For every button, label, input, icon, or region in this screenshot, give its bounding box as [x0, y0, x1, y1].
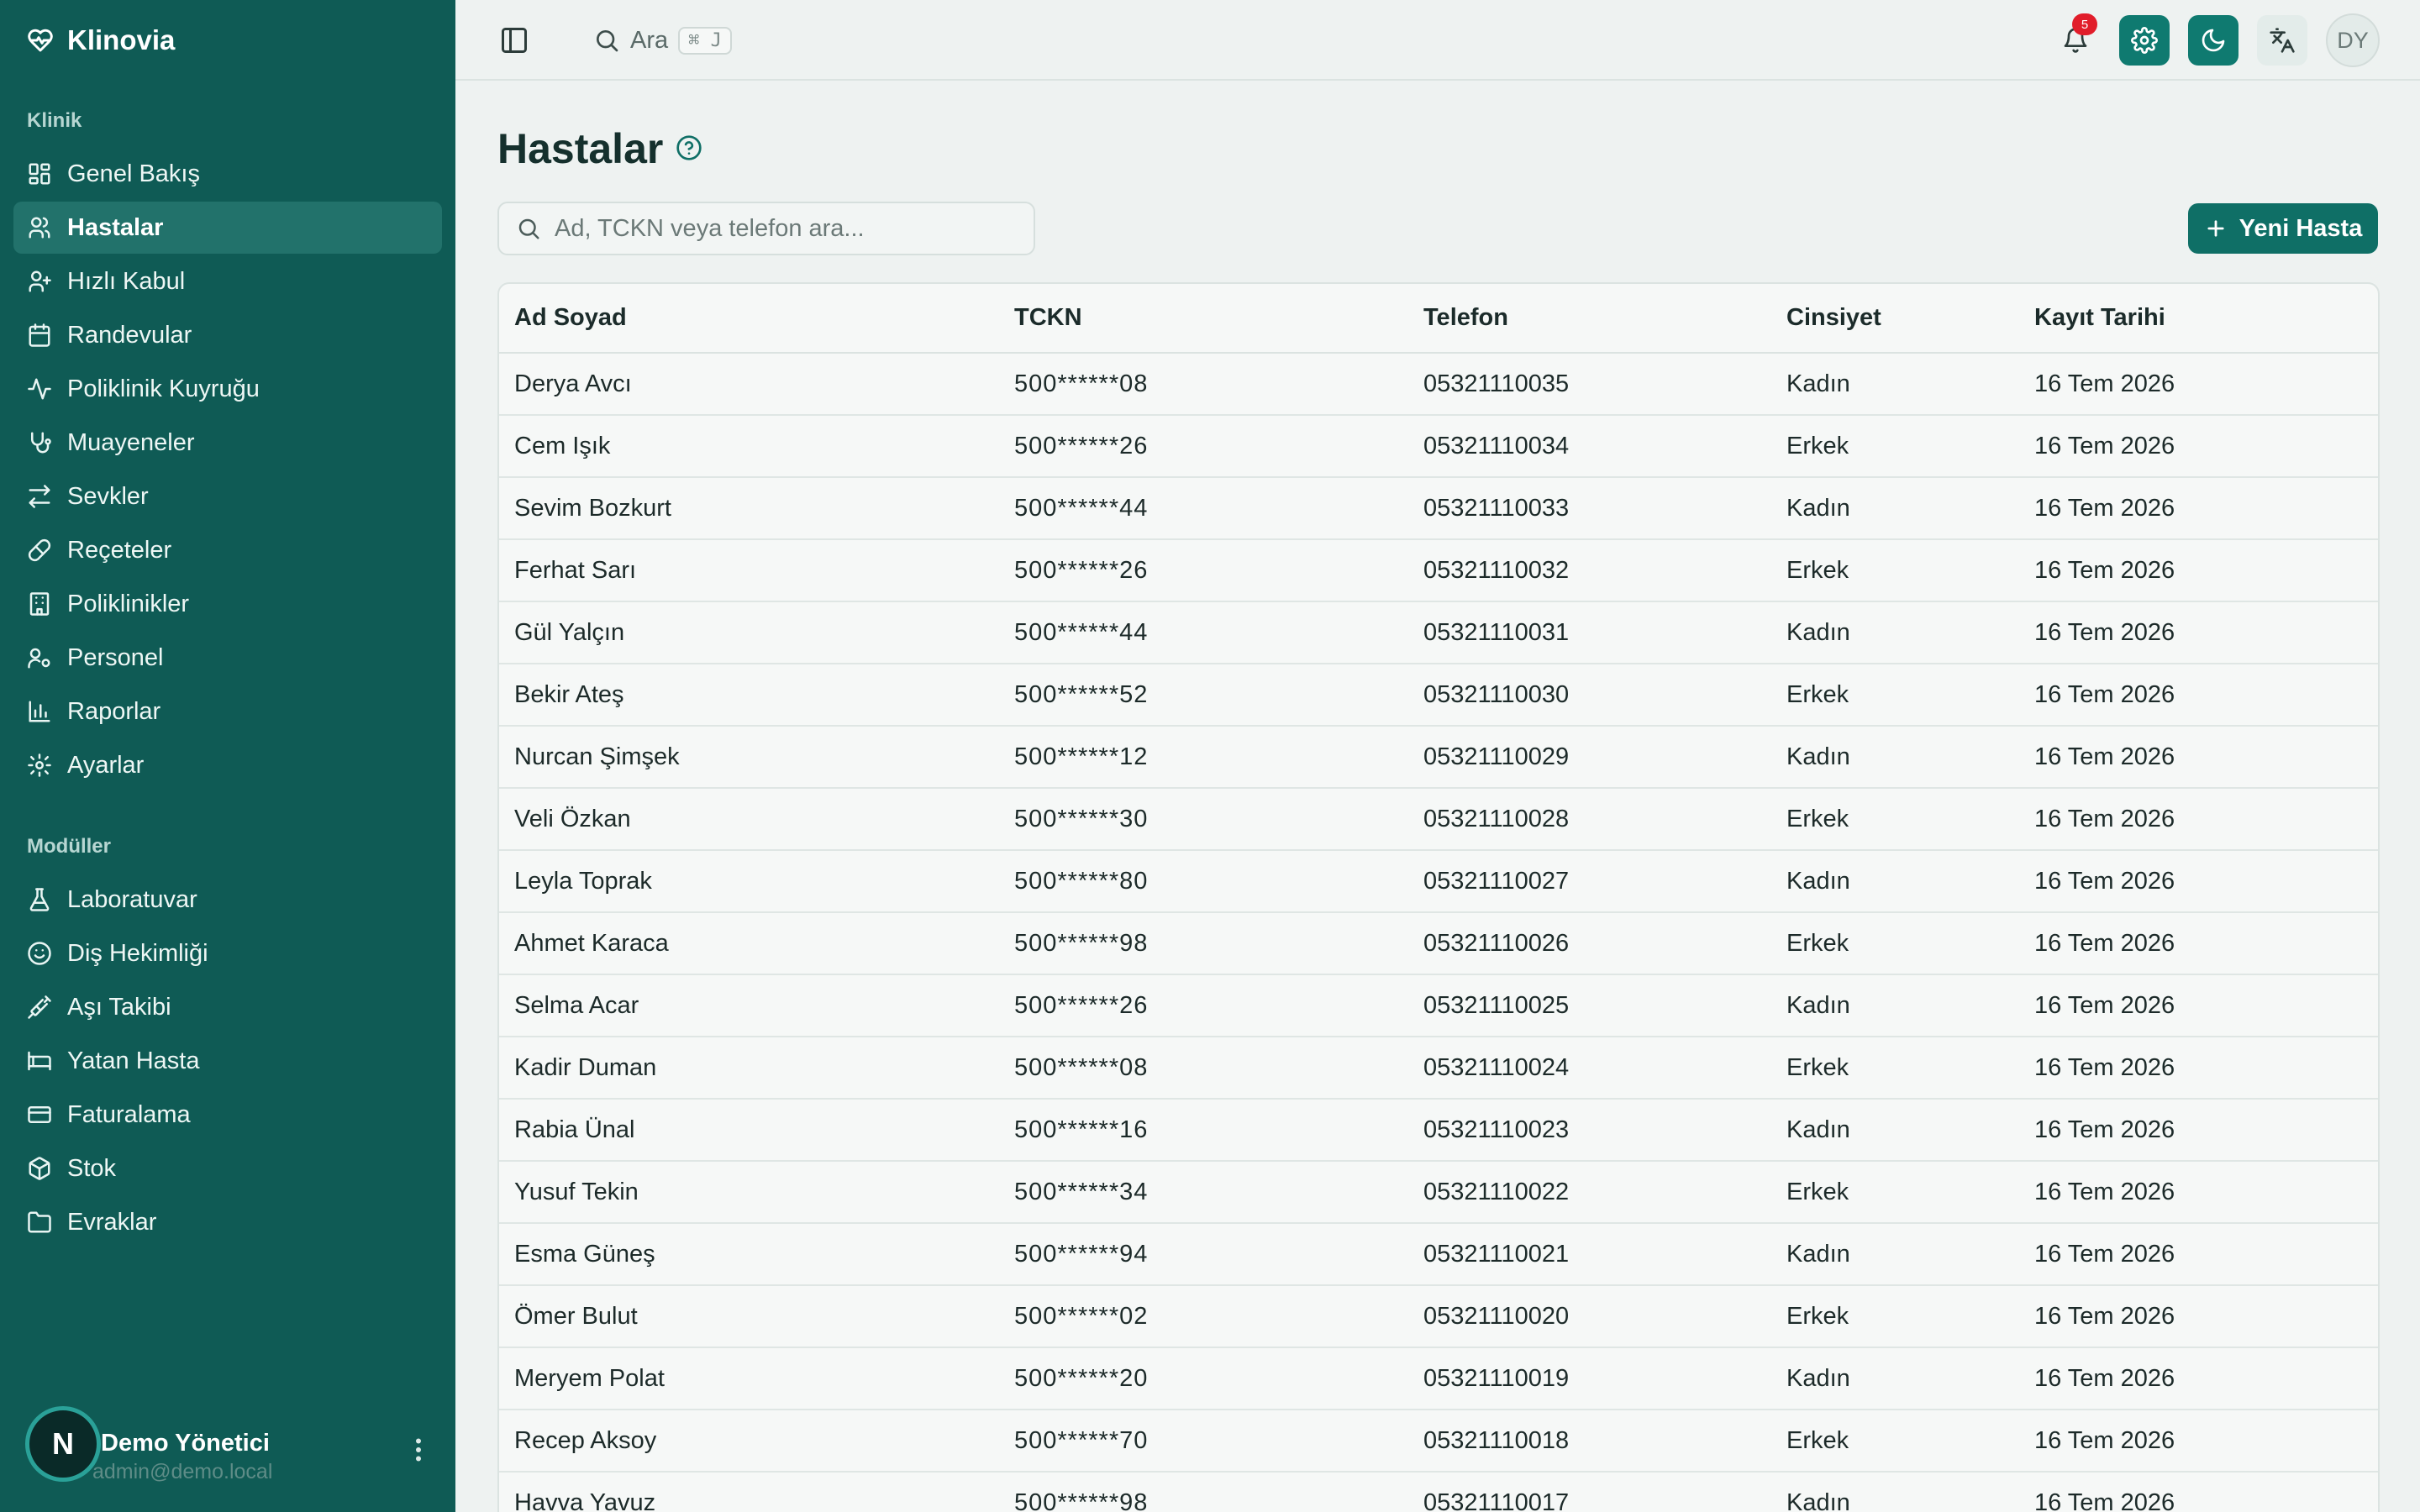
heart-pulse-icon — [27, 27, 54, 54]
sidebar-item-label: Sevkler — [67, 482, 149, 510]
cell-date: 16 Tem 2026 — [2019, 1285, 2378, 1347]
gear-icon — [27, 753, 52, 778]
cell-tckn: 500******08 — [999, 1037, 1408, 1099]
pill-icon — [27, 538, 52, 563]
sidebar-item-label: Muayeneler — [67, 428, 195, 456]
transfer-icon — [27, 484, 52, 509]
cell-phone: 05321110024 — [1408, 1037, 1771, 1099]
sidebar-item-label: Hızlı Kabul — [67, 267, 186, 295]
cell-phone: 05321110017 — [1408, 1472, 1771, 1512]
cell-tckn: 500******94 — [999, 1223, 1408, 1285]
sidebar — [0, 0, 455, 1512]
column-header-phone[interactable]: Telefon — [1408, 284, 1771, 353]
more-vertical-icon[interactable] — [403, 1435, 434, 1465]
cell-phone: 05321110019 — [1408, 1347, 1771, 1410]
cell-date: 16 Tem 2026 — [2019, 850, 2378, 912]
cell-name: Gül Yalçın — [499, 601, 999, 664]
cell-gender: Erkek — [1771, 1037, 2019, 1099]
cell-date: 16 Tem 2026 — [2019, 1037, 2378, 1099]
staff-icon — [27, 645, 52, 670]
cell-gender: Kadın — [1771, 850, 2019, 912]
cell-phone: 05321110035 — [1408, 353, 1771, 415]
user-name: Demo Yönetici — [101, 1430, 270, 1457]
sidebar-item-poliklinik-kuyruğu[interactable] — [13, 363, 442, 415]
cell-name: Ömer Bulut — [499, 1285, 999, 1347]
cell-phone: 05321110032 — [1408, 539, 1771, 601]
sidebar-item-label: Ayarlar — [67, 751, 145, 779]
table-row[interactable] — [499, 1099, 2378, 1161]
table-row[interactable] — [499, 1347, 2378, 1410]
cell-gender: Kadın — [1771, 1099, 2019, 1161]
cell-name: Bekir Ateş — [499, 664, 999, 726]
table-row[interactable] — [499, 1161, 2378, 1223]
search-icon — [516, 216, 541, 241]
cell-name: Selma Acar — [499, 974, 999, 1037]
cell-date: 16 Tem 2026 — [2019, 788, 2378, 850]
cell-date: 16 Tem 2026 — [2019, 1472, 2378, 1512]
new-patient-label: Yeni Hasta — [2238, 214, 2363, 242]
search-icon — [593, 27, 620, 54]
table-row[interactable] — [499, 850, 2378, 912]
sidebar-item-laboratuvar[interactable] — [13, 874, 442, 926]
section-label-modules: Modüller — [27, 835, 111, 858]
cell-gender: Erkek — [1771, 788, 2019, 850]
table-row[interactable] — [499, 601, 2378, 664]
sidebar-item-reçeteler[interactable] — [13, 524, 442, 576]
users-icon — [27, 215, 52, 240]
table-row[interactable] — [499, 1223, 2378, 1285]
cell-phone: 05321110018 — [1408, 1410, 1771, 1472]
cell-date: 16 Tem 2026 — [2019, 974, 2378, 1037]
cell-date: 16 Tem 2026 — [2019, 1410, 2378, 1472]
user-profile[interactable] — [25, 1404, 437, 1488]
flask-icon — [27, 887, 52, 912]
sidebar-item-label: Raporlar — [67, 697, 161, 725]
table-row[interactable] — [499, 1472, 2378, 1512]
cell-phone: 05321110023 — [1408, 1099, 1771, 1161]
patient-search-input[interactable] — [555, 215, 1025, 243]
cell-date: 16 Tem 2026 — [2019, 726, 2378, 788]
sidebar-item-hızlı-kabul[interactable] — [13, 255, 442, 307]
global-search-button[interactable] — [593, 24, 732, 57]
table-row[interactable] — [499, 664, 2378, 726]
cell-name: Esma Güneş — [499, 1223, 999, 1285]
cell-gender: Kadın — [1771, 601, 2019, 664]
cell-date: 16 Tem 2026 — [2019, 912, 2378, 974]
folder-icon — [27, 1210, 52, 1235]
smile-icon — [27, 941, 52, 966]
sidebar-toggle-icon[interactable] — [499, 25, 529, 55]
sidebar-item-hastalar[interactable] — [13, 202, 442, 254]
dashboard-icon — [27, 161, 52, 186]
cell-name: Ahmet Karaca — [499, 912, 999, 974]
table-row[interactable] — [499, 1410, 2378, 1472]
brand-logo[interactable] — [27, 24, 175, 57]
cell-date: 16 Tem 2026 — [2019, 477, 2378, 539]
cell-name: Cem Işık — [499, 415, 999, 477]
cell-name: Kadir Duman — [499, 1037, 999, 1099]
sidebar-item-raporlar[interactable] — [13, 685, 442, 738]
sidebar-item-faturalama[interactable] — [13, 1089, 442, 1141]
cell-phone: 05321110033 — [1408, 477, 1771, 539]
column-header-tckn[interactable]: TCKN — [999, 284, 1408, 353]
cell-date: 16 Tem 2026 — [2019, 415, 2378, 477]
bar-chart-icon — [27, 699, 52, 724]
cell-gender: Erkek — [1771, 1161, 2019, 1223]
sidebar-item-yatan-hasta[interactable] — [13, 1035, 442, 1087]
cell-phone: 05321110034 — [1408, 415, 1771, 477]
table-row[interactable] — [499, 1037, 2378, 1099]
cell-date: 16 Tem 2026 — [2019, 1161, 2378, 1223]
calendar-icon — [27, 323, 52, 348]
syringe-icon — [27, 995, 52, 1020]
column-header-date[interactable]: Kayıt Tarihi — [2019, 284, 2378, 353]
sidebar-item-muayeneler[interactable] — [13, 417, 442, 469]
cell-date: 16 Tem 2026 — [2019, 664, 2378, 726]
patient-search-field[interactable] — [497, 202, 1035, 255]
cell-gender: Kadın — [1771, 477, 2019, 539]
cell-tckn: 500******44 — [999, 477, 1408, 539]
user-plus-icon — [27, 269, 52, 294]
cell-name: Sevim Bozkurt — [499, 477, 999, 539]
sidebar-item-label: Faturalama — [67, 1100, 191, 1128]
cell-gender: Erkek — [1771, 539, 2019, 601]
sidebar-item-aşı-takibi[interactable] — [13, 981, 442, 1033]
cell-name: Derya Avcı — [499, 353, 999, 415]
column-header-name[interactable]: Ad Soyad — [499, 284, 999, 353]
moon-icon — [2200, 27, 2227, 54]
column-header-gender[interactable]: Cinsiyet — [1771, 284, 2019, 353]
user-email: admin@demo.local — [92, 1460, 273, 1483]
help-circle-icon[interactable] — [676, 134, 702, 161]
cell-gender: Kadın — [1771, 1472, 2019, 1512]
cell-name: Veli Özkan — [499, 788, 999, 850]
cell-date: 16 Tem 2026 — [2019, 1223, 2378, 1285]
sidebar-item-label: Poliklinik Kuyruğu — [67, 375, 260, 402]
table-row[interactable] — [499, 353, 2378, 415]
cell-tckn: 500******26 — [999, 415, 1408, 477]
cell-name: Rabia Ünal — [499, 1099, 999, 1161]
sidebar-item-diş-hekimliği[interactable] — [13, 927, 442, 979]
cell-tckn: 500******26 — [999, 974, 1408, 1037]
cell-phone: 05321110021 — [1408, 1223, 1771, 1285]
sidebar-item-label: Randevular — [67, 321, 192, 349]
patients-table — [497, 282, 2380, 1512]
package-icon — [27, 1156, 52, 1181]
notifications-button[interactable] — [2050, 15, 2101, 66]
table-header-row — [499, 284, 2378, 353]
cell-phone: 05321110031 — [1408, 601, 1771, 664]
cell-gender: Erkek — [1771, 1410, 2019, 1472]
cell-date: 16 Tem 2026 — [2019, 1347, 2378, 1410]
cell-tckn: 500******80 — [999, 850, 1408, 912]
cell-name: Recep Aksoy — [499, 1410, 999, 1472]
cell-phone: 05321110029 — [1408, 726, 1771, 788]
bed-icon — [27, 1048, 52, 1074]
cell-tckn: 500******26 — [999, 539, 1408, 601]
cell-tckn: 500******52 — [999, 664, 1408, 726]
sidebar-item-label: Diş Hekimliği — [67, 939, 208, 967]
cell-phone: 05321110025 — [1408, 974, 1771, 1037]
table-row[interactable] — [499, 726, 2378, 788]
sidebar-item-label: Aşı Takibi — [67, 993, 171, 1021]
brand-name: Klinovia — [67, 24, 176, 55]
cell-date: 16 Tem 2026 — [2019, 601, 2378, 664]
sidebar-item-stok[interactable] — [13, 1142, 442, 1194]
cell-name: Yusuf Tekin — [499, 1161, 999, 1223]
sidebar-item-label: Stok — [67, 1154, 117, 1182]
cell-tckn: 500******02 — [999, 1285, 1408, 1347]
activity-icon — [27, 376, 52, 402]
sidebar-item-label: Reçeteler — [67, 536, 172, 564]
sidebar-item-label: Laboratuvar — [67, 885, 197, 913]
cell-tckn: 500******98 — [999, 1472, 1408, 1512]
cell-date: 16 Tem 2026 — [2019, 353, 2378, 415]
cell-gender: Erkek — [1771, 912, 2019, 974]
table-row[interactable] — [499, 788, 2378, 850]
language-button[interactable] — [2257, 15, 2307, 66]
sidebar-item-genel-bakış[interactable] — [13, 148, 442, 200]
new-patient-button[interactable] — [2188, 203, 2378, 254]
cell-gender: Erkek — [1771, 415, 2019, 477]
sidebar-item-label: Hastalar — [67, 213, 164, 241]
building-icon — [27, 591, 52, 617]
cell-name: Ferhat Sarı — [499, 539, 999, 601]
sidebar-item-personel[interactable] — [13, 632, 442, 684]
cell-tckn: 500******34 — [999, 1161, 1408, 1223]
cell-phone: 05321110022 — [1408, 1161, 1771, 1223]
cell-phone: 05321110030 — [1408, 664, 1771, 726]
cell-name: Leyla Toprak — [499, 850, 999, 912]
stethoscope-icon — [27, 430, 52, 455]
user-avatar: N — [25, 1406, 101, 1482]
sidebar-item-label: Personel — [67, 643, 164, 671]
cell-date: 16 Tem 2026 — [2019, 539, 2378, 601]
sidebar-item-sevkler[interactable] — [13, 470, 442, 522]
sidebar-item-ayarlar[interactable] — [13, 739, 442, 791]
credit-card-icon — [27, 1102, 52, 1127]
cell-gender: Erkek — [1771, 664, 2019, 726]
table-row[interactable] — [499, 415, 2378, 477]
table-row[interactable] — [499, 477, 2378, 539]
cell-name: Meryem Polat — [499, 1347, 999, 1410]
cell-tckn: 500******44 — [999, 601, 1408, 664]
cell-tckn: 500******20 — [999, 1347, 1408, 1410]
theme-toggle-button[interactable] — [2188, 15, 2238, 66]
sidebar-item-label: Poliklinikler — [67, 590, 190, 617]
sidebar-item-label: Yatan Hasta — [67, 1047, 200, 1074]
sidebar-item-evraklar[interactable] — [13, 1196, 442, 1248]
cell-phone: 05321110027 — [1408, 850, 1771, 912]
cell-phone: 05321110020 — [1408, 1285, 1771, 1347]
cell-gender: Kadın — [1771, 1347, 2019, 1410]
table-row[interactable] — [499, 912, 2378, 974]
table-row[interactable] — [499, 1285, 2378, 1347]
cell-phone: 05321110026 — [1408, 912, 1771, 974]
page-title: Hastalar — [497, 125, 664, 172]
cell-gender: Erkek — [1771, 1285, 2019, 1347]
cell-tckn: 500******16 — [999, 1099, 1408, 1161]
cell-gender: Kadın — [1771, 726, 2019, 788]
sidebar-item-label: Genel Bakış — [67, 160, 200, 187]
sidebar-item-randevular[interactable] — [13, 309, 442, 361]
table-row[interactable] — [499, 974, 2378, 1037]
cell-gender: Kadın — [1771, 1223, 2019, 1285]
table-row[interactable] — [499, 539, 2378, 601]
sidebar-item-label: Evraklar — [67, 1208, 157, 1236]
translate-icon — [2269, 27, 2296, 54]
cell-date: 16 Tem 2026 — [2019, 1099, 2378, 1161]
section-label-clinic: Klinik — [27, 109, 82, 132]
cell-gender: Kadın — [1771, 353, 2019, 415]
cell-tckn: 500******08 — [999, 353, 1408, 415]
plus-icon — [2204, 217, 2228, 240]
cell-tckn: 500******70 — [999, 1410, 1408, 1472]
global-search-label: Ara — [630, 26, 669, 54]
cell-tckn: 500******12 — [999, 726, 1408, 788]
settings-button[interactable] — [2119, 15, 2170, 66]
user-avatar-top[interactable]: DY — [2326, 13, 2380, 67]
cell-tckn: 500******98 — [999, 912, 1408, 974]
cell-phone: 05321110028 — [1408, 788, 1771, 850]
cell-gender: Kadın — [1771, 974, 2019, 1037]
search-shortcut: ⌘ J — [678, 27, 732, 55]
cell-tckn: 500******30 — [999, 788, 1408, 850]
cell-name: Nurcan Şimşek — [499, 726, 999, 788]
topbar — [455, 0, 2420, 81]
cell-name: Havva Yavuz — [499, 1472, 999, 1512]
gear-icon — [2131, 27, 2158, 54]
sidebar-item-poliklinikler[interactable] — [13, 578, 442, 630]
notification-badge: 5 — [2072, 13, 2097, 35]
